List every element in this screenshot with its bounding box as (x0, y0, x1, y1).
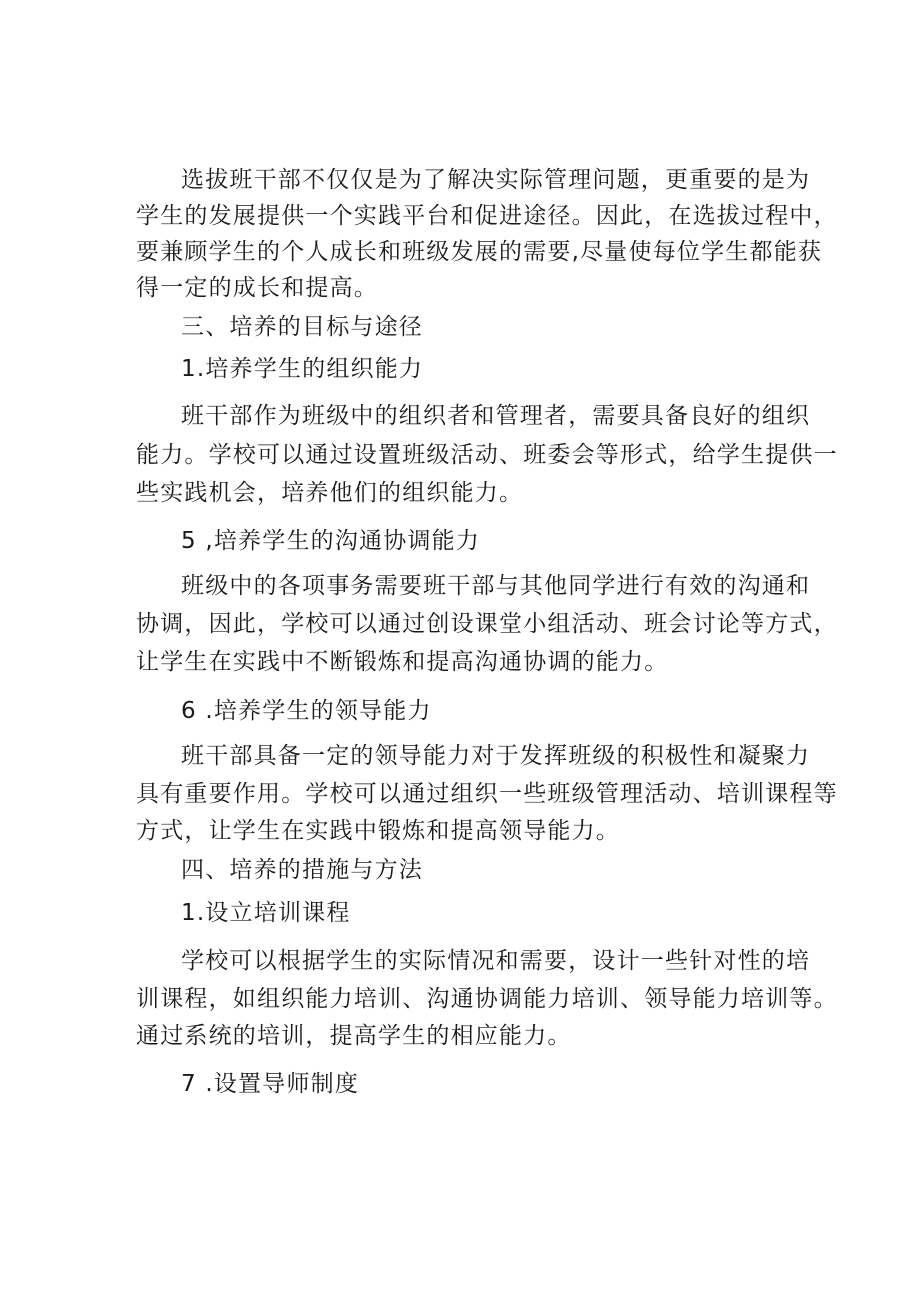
section-heading-4: 四、培养的措施与方法 (181, 857, 423, 883)
paragraph-2-line-3: 些实践机会，培养他们的组织能力。 (136, 480, 524, 506)
paragraph-1-line-2: 学生的发展提供一个实践平台和促进途径。因此，在选拔过程中， (136, 203, 838, 229)
paragraph-5-line-1: 学校可以根据学生的实际情况和需要，设计一些针对性的培 (181, 948, 811, 974)
subheading-mentor-system: 7 .设置导师制度 (181, 1071, 360, 1097)
paragraph-1-line-3: 要兼顾学生的个人成长和班级发展的需要,尽量使每位学生都能获 (136, 239, 823, 265)
paragraph-4-line-2: 具有重要作用。学校可以通过组织一些班级管理活动、培训课程等 (136, 781, 838, 807)
paragraph-4-line-3: 方式，让学生在实践中锻炼和提高领导能力。 (136, 818, 620, 844)
paragraph-1-line-4: 得一定的成长和提高。 (136, 275, 378, 301)
paragraph-5-line-2: 训课程，如组织能力培训、沟通协调能力培训、领导能力培训等。 (136, 986, 838, 1012)
subheading-leadership-ability: 6 .培养学生的领导能力 (181, 698, 432, 724)
paragraph-2-line-2: 能力。学校可以通过设置班级活动、班委会等形式，给学生提供一 (136, 442, 838, 468)
paragraph-3-line-1: 班级中的各项事务需要班干部与其他同学进行有效的沟通和 (181, 573, 811, 599)
paragraph-2-line-1: 班干部作为班级中的组织者和管理者，需要具备良好的组织 (181, 403, 811, 429)
paragraph-5-line-3: 通过系统的培训，提高学生的相应能力。 (136, 1023, 572, 1049)
section-heading-3: 三、培养的目标与途径 (181, 314, 423, 340)
subheading-organizing-ability: 1.培养学生的组织能力 (181, 356, 424, 382)
paragraph-3-line-2: 协调，因此，学校可以通过创设课堂小组活动、班会讨论等方式， (136, 611, 838, 637)
subheading-communication-ability: 5 ,培养学生的沟通协调能力 (181, 528, 481, 554)
paragraph-1-line-1: 选拔班干部不仅仅是为了解决实际管理问题，更重要的是为 (181, 167, 811, 193)
subheading-training-courses: 1.设立培训课程 (181, 900, 351, 926)
paragraph-4-line-1: 班干部具备一定的领导能力对于发挥班级的积极性和凝聚力 (181, 743, 811, 769)
paragraph-3-line-3: 让学生在实践中不断锻炼和提高沟通协调的能力。 (136, 649, 669, 675)
